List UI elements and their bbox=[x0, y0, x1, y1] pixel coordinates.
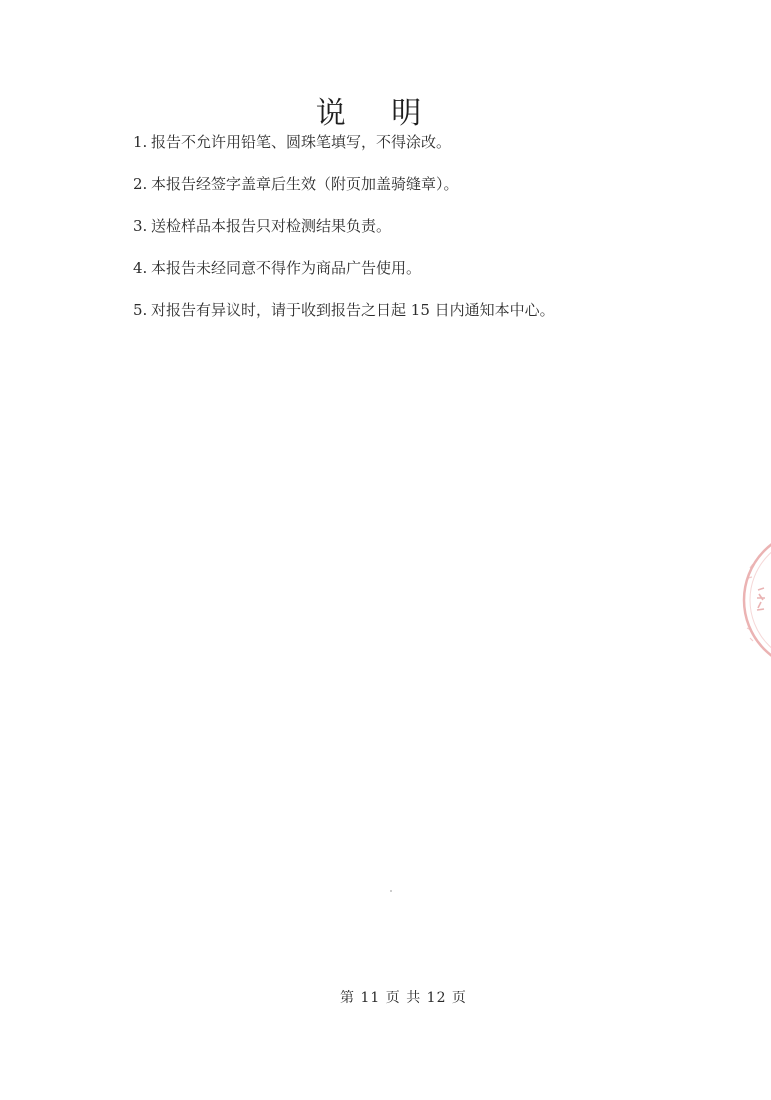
notes-list bbox=[133, 128, 555, 338]
list-item bbox=[133, 296, 555, 338]
seal-stamp-icon bbox=[736, 538, 771, 662]
item-number: 3. bbox=[133, 217, 148, 235]
item-text: 送检样品本报告只对检测结果负责。 bbox=[151, 217, 392, 235]
list-item bbox=[133, 128, 555, 170]
item-text: 报告不允许用铅笔、圆珠笔填写，不得涂改。 bbox=[151, 133, 452, 151]
list-item bbox=[133, 170, 555, 212]
item-text: 对报告有异议时，请于收到报告之日起 15 日内通知本中心。 bbox=[151, 301, 555, 319]
item-text: 本报告经签字盖章后生效（附页加盖骑缝章）。 bbox=[151, 175, 459, 193]
page-number-footer: 第 11 页 共 12 页 bbox=[340, 990, 467, 1006]
item-number: 2. bbox=[133, 175, 148, 193]
list-item bbox=[133, 254, 555, 296]
item-number: 4. bbox=[133, 259, 148, 277]
scan-speck bbox=[390, 890, 392, 892]
item-number: 5. bbox=[133, 301, 148, 319]
list-item bbox=[133, 212, 555, 254]
item-number: 1. bbox=[133, 133, 148, 151]
page-title: 说 明 bbox=[315, 96, 440, 131]
item-text: 本报告未经同意不得作为商品广告使用。 bbox=[151, 259, 422, 277]
